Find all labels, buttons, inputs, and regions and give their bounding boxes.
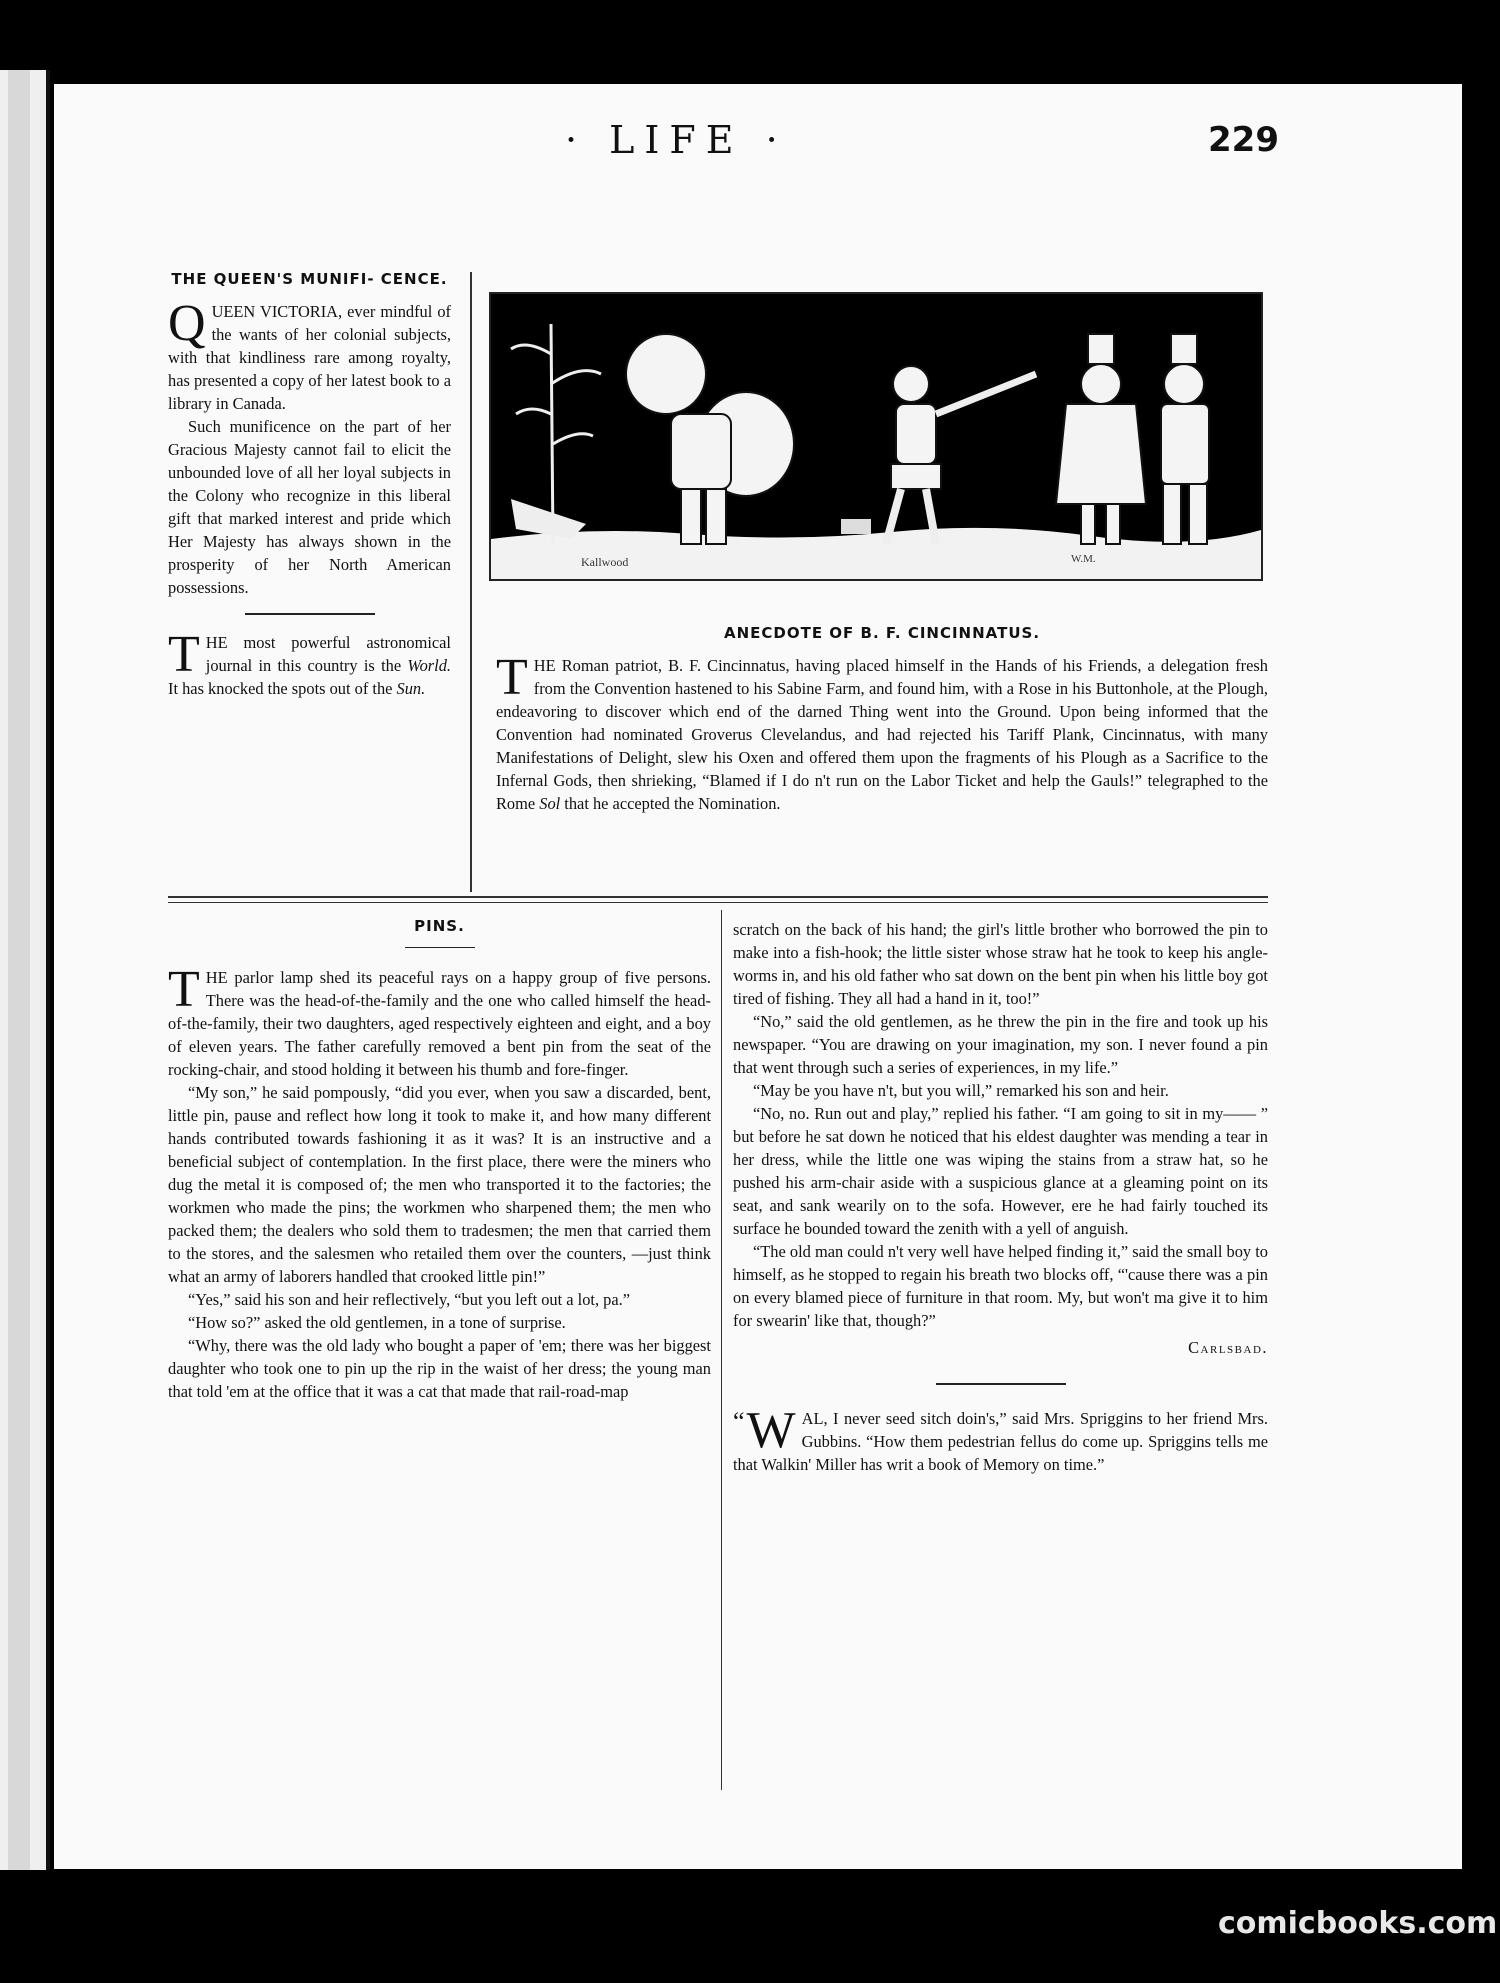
- anecdote-block: [496, 622, 1268, 815]
- illustrator-signature: Kallwood: [581, 555, 629, 569]
- pins-heading: PINS.: [414, 917, 465, 935]
- scan-border-top: [0, 0, 1500, 70]
- anecdote-heading: ANECDOTE OF B. F. CINCINNATUS.: [723, 624, 1041, 642]
- cartoon-drawing: [491, 294, 1261, 579]
- section-rule-double: [168, 902, 1268, 903]
- open-quote: “: [733, 1407, 745, 1436]
- pins-column-1: [168, 915, 711, 1403]
- pins-paragraph-3: “Yes,” said his son and heir reflectively, “but you left out a lot, pa.”: [188, 1290, 630, 1309]
- pins-paragraph-9: “No, no. Run out and play,” replied his father. “I am going to sit in my—— ” but before he sat down he noticed that his eldest daughter was mending a tear in her dress, while the little one was wiping the stains from a straw hat, so he pushed his arm-chair aside with a suspicious glance at a gleaming point on its seat, and sank wearily on to the sofa. However, ere he had fairly touched its surface he bounded toward the zenith with a yell of anguish.: [733, 1104, 1268, 1238]
- pins-paragraph-6: scratch on the back of his hand; the girl's little brother who borrowed the pin to make into a fish-hook; the little sister whose straw hat he took to keep his angle-worms in, and his old father who sat down on the bent pin when his little boy got tired of fishing. They all had a hand in it, too!”: [733, 920, 1268, 1008]
- column-rule: [721, 910, 722, 1790]
- pins-paragraph-10: “The old man could n't very well have helped finding it,” said the small boy to himself, as he stopped to regain his breath two blocks off, “'cause there was a pin on every blamed piece of furniture in that room. My, but won't ma give it to him for swearin' like that, though?”: [733, 1242, 1268, 1330]
- pins-column-2: [733, 918, 1268, 1476]
- drop-cap: T: [168, 626, 200, 683]
- wal-paragraph: “ W AL, I never seed sitch doin's,” said Mrs. Spriggins to her friend Mrs. Gubbins. “How them pedestrian fellus do come up. Spriggins tells me that Walkin' Miller has writ a book of Memory on time.”: [733, 1402, 1268, 1474]
- section-divider: [936, 1383, 1066, 1385]
- pins-paragraph-5: “Why, there was the old lady who bought a paper of 'em; there was her biggest daughter who took one to pin up the rip in the waist of her dress; the young man that told 'em at the office that it was a cat that made that rail-road-map: [168, 1336, 711, 1401]
- adjacent-page-edge: [0, 70, 50, 1870]
- sun-newspaper: Sun.: [396, 679, 426, 698]
- sol-newspaper: Sol: [539, 794, 561, 813]
- queen-column: [168, 268, 451, 700]
- author-signature: Carlsbad.: [1188, 1338, 1268, 1357]
- queen-heading: THE QUEEN'S MUNIFI- CENCE.: [171, 270, 448, 288]
- section-divider: [245, 613, 375, 615]
- pins-paragraph-8: “May be you have n't, but you will,” remarked his son and heir.: [753, 1081, 1169, 1100]
- pins-paragraph-7: “No,” said the old gentlemen, as he threw the pin in the fire and took up his newspaper. “You are drawing on your imagination, my son. I never found a pin that went through such a series of experiences, in my life.”: [733, 1012, 1268, 1077]
- watermark: comicbooks.com: [1218, 1906, 1498, 1941]
- anecdote-paragraph: THE Roman patriot, B. F. Cincinnatus, having placed himself in the Hands of his Friends, a delegation fresh from the Convention hastened to his Sabine Farm, and found him, with a Rose in his Buttonhole, at the Plough, endeavoring to discover which end of the darned Thing went into the Ground. Upon being informed that the Convention had nominated Groverus Clevelandus, and had rejected his Tariff Plank, Cincinnatus, with many Manifestations of Delight, slew his Oxen and offered them upon the fragments of his Plough as a Sacrifice to the Infernal Gods, then shrieking, “Blamed if I do n't run on the Labor Ticket and help the Gauls!” telegraphed to the Rome Sol that he accepted the Nomination.: [496, 649, 1268, 813]
- drop-cap: Q: [168, 295, 206, 352]
- cincinnatus-illustration: [489, 292, 1263, 581]
- queen-paragraph-1: QUEEN VICTORIA, ever mindful of the wants of her colonial subjects, with that kindliness rare among royalty, has presented a copy of her latest book to a library in Canada.: [168, 295, 451, 413]
- illustrator-initials: W.M.: [1071, 553, 1096, 565]
- queen-paragraph-2: Such munificence on the part of her Gracious Majesty cannot fail to elicit the unbounded love of all her loyal subjects in the Colony who recognize in this liberal gift that marked interest and pride which Her Majesty has always shown in the prosperity of her North American possessions.: [168, 417, 451, 597]
- world-newspaper: World.: [407, 656, 451, 675]
- pins-paragraph-4: “How so?” asked the old gentlemen, in a tone of surprise.: [188, 1313, 566, 1332]
- section-rule: [168, 896, 1268, 898]
- drop-cap: T: [168, 961, 200, 1018]
- masthead-title: · LIFE ·: [565, 118, 788, 162]
- astro-paragraph: THE most powerful astronomical journal in this country is the World. It has knocked the spots out of the Sun.: [168, 626, 451, 698]
- column-rule: [470, 272, 472, 892]
- drop-cap: W: [746, 1402, 796, 1459]
- pins-paragraph-1: THE parlor lamp shed its peaceful rays on a happy group of five persons. There was the head-of-the-family and the one who called himself the head-of-the-family, their two daughters, aged respectively eighteen and eight, and a boy of eleven years. The father carefully removed a bent pin from the seat of the rocking-chair, and stood holding it between his thumb and fore-finger.: [168, 961, 711, 1079]
- heading-underline: [405, 947, 475, 948]
- drop-cap: T: [496, 649, 528, 706]
- pins-paragraph-2: “My son,” he said pompously, “did you ever, when you saw a discarded, bent, little pin, pause and reflect how long it took to make it, and how many different hands contributed towards fashioning it as it was? It is an instructive and a beneficial subject of contemplation. In the first place, there were the miners who dug the metal it is composed of; the men who transported it to the factories; the workmen who made the pins; the workmen who sharpened them; the men who packed them; the dealers who sold them to tradesmen; the men that carried them to the stores, and the salesmen who retailed them over the counters, —just think what an army of laborers handled that crooked little pin!”: [168, 1083, 711, 1286]
- page-number: 229: [1208, 120, 1279, 160]
